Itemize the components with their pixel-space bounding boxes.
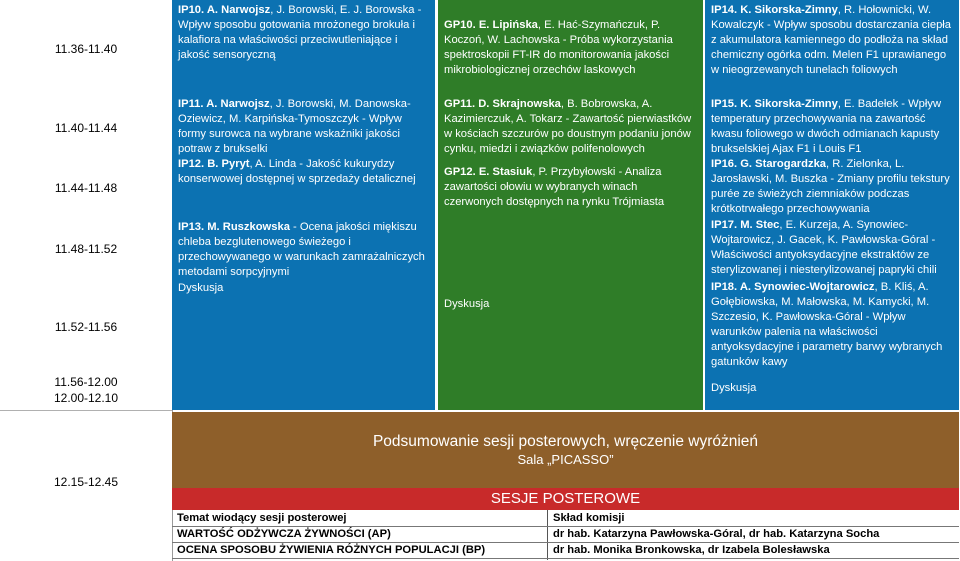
poster-title: , B. Bobrowska, A. Kazimierczuk, A. Tokarz - Zawartość pierwiastków w kościach szczurów po doustnym podaniu jonów cynku, miedzi i związków polifenolowych bbox=[444, 98, 692, 155]
divider bbox=[172, 542, 959, 543]
poster-title: , E. Kurzeja, A. Synowiec-Wojtarowicz, J. Gacek, K. Pawłowska-Góral - Właściwości antyoksydacyjne ekstraktów ze sterylizowanej i niesterylizowanej papryki chili bbox=[711, 219, 937, 276]
topic-name: WARTOŚĆ ODŻYWCZA ŻYWNOŚCI (AP) bbox=[177, 528, 391, 540]
divider bbox=[172, 526, 959, 527]
poster-title: , P. Przybyłowski - Analiza zawartości ołowiu w wybranych winach czerwonych dostępnych na rynku Trójmiasta bbox=[444, 166, 665, 208]
time-slot: 11.48-11.52 bbox=[54, 242, 118, 256]
summary-room: Sala „PICASSO” bbox=[517, 452, 614, 467]
poster-authors: IP13. M. Ruszkowska bbox=[178, 221, 290, 233]
poster-title: - Ocena jakości miękiszu chleba bezglutenowego świeżego i przechowywanego w warunkach zamrażalniczych metodami sorpcyjnymi bbox=[178, 221, 425, 278]
poster-column-ip-1 bbox=[172, 0, 435, 410]
summary-block bbox=[172, 412, 959, 488]
dyskusja-label: Dyskusja bbox=[444, 298, 490, 310]
poster-authors: IP18. A. Synowiec-Wojtarowicz bbox=[711, 281, 875, 293]
committee-header: Skład komisji bbox=[553, 512, 625, 524]
poster-authors: IP14. K. Sikorska-Zimny bbox=[711, 4, 838, 16]
divider bbox=[172, 558, 959, 559]
info-row bbox=[172, 526, 959, 542]
session-banner: SESJE POSTEROWE bbox=[172, 488, 959, 510]
time-slot: 12.15-12.45 bbox=[53, 475, 119, 489]
topic-header: Temat wiodący sesji posterowej bbox=[177, 512, 347, 524]
committee-members: dr hab. Monika Bronkowska, dr Izabela Bolesławska bbox=[553, 544, 830, 556]
poster-title: , E. Badełek - Wpływ temperatury przechowywania na zawartość kwasu foliowego w dwóch odmianach kapusty brukselskiej Ajax F1 i Louis F1 bbox=[711, 98, 942, 155]
committee-members: dr hab. Katarzyna Pawłowska-Góral, dr hab. Katarzyna Socha bbox=[553, 528, 880, 540]
poster-title: , R. Zielonka, L. Jarosławski, M. Buszka - Zmiany profilu tekstury purée ze świeżych ziemniaków podczas krótkotrwałego przechowywania bbox=[711, 158, 950, 215]
poster-entry bbox=[178, 97, 430, 157]
summary-title: Podsumowanie sesji posterowych, wręczenie wyróżnień bbox=[372, 433, 759, 450]
poster-entry bbox=[444, 165, 698, 210]
poster-authors: GP12. E. Stasiuk bbox=[444, 166, 533, 178]
poster-column-gp bbox=[438, 0, 703, 410]
poster-column-ip-2 bbox=[705, 0, 959, 410]
time-slot: 11.56-12.00 bbox=[54, 375, 118, 389]
poster-title: , R. Hołownicki, W. Kowalczyk - Wpływ sposobu dostarczania ciepła z akumulatora kamiennego do podłoża na skład chemiczny ogórka odm. Melen F1 uprawianego w nieogrzewanych tunelach foliowych bbox=[711, 4, 952, 76]
poster-entry bbox=[178, 3, 430, 63]
time-slot: 11.52-11.56 bbox=[54, 320, 118, 334]
poster-authors: IP11. A. Narwojsz bbox=[178, 98, 270, 110]
poster-title: , A. Linda - Jakość kukurydzy konserwowej dostępnej w sprzedaży detalicznej bbox=[178, 158, 416, 185]
table-divider bbox=[547, 510, 548, 560]
time-slot: 11.36-11.40 bbox=[54, 42, 118, 56]
poster-entry bbox=[711, 3, 954, 78]
poster-entry bbox=[711, 157, 954, 217]
poster-authors: IP16. G. Starogardzka bbox=[711, 158, 827, 170]
poster-entry bbox=[711, 280, 954, 370]
divider bbox=[0, 410, 172, 411]
time-column bbox=[0, 0, 173, 561]
poster-title: , B. Kliś, A. Gołębiowska, M. Małowska, M. Kamycki, M. Szczesio, K. Pawłowska-Góral - Wpływ warunków palenia na właściwości antyoksydacyjne i parametry barwy wybranych gatunków kawy bbox=[711, 281, 943, 368]
time-slot: 11.44-11.48 bbox=[54, 181, 118, 195]
poster-entry bbox=[444, 18, 698, 78]
poster-entry bbox=[444, 97, 698, 157]
poster-authors: GP11. D. Skrajnowska bbox=[444, 98, 561, 110]
topic-name: OCENA SPOSOBU ŻYWIENIA RÓŻNYCH POPULACJI (BP) bbox=[177, 544, 486, 556]
poster-entry bbox=[178, 157, 430, 187]
poster-title: , J. Borowski, E. J. Borowska - Wpływ sposobu gotowania mrożonego brokuła i kalafiora na właściwości przeciwutleniające i jakość sensoryczną bbox=[178, 4, 422, 61]
poster-entry bbox=[178, 220, 430, 280]
poster-authors: IP17. M. Stec bbox=[711, 219, 780, 231]
poster-authors: IP15. K. Sikorska-Zimny bbox=[711, 98, 838, 110]
info-row bbox=[172, 542, 959, 558]
time-slot: 11.40-11.44 bbox=[54, 121, 118, 135]
dyskusja-label: Dyskusja bbox=[178, 282, 224, 294]
poster-entry bbox=[711, 97, 954, 157]
info-header-row bbox=[172, 510, 959, 526]
dyskusja-label: Dyskusja bbox=[711, 382, 757, 394]
poster-title: , E. Hać-Szymańczuk, P. Koczoń, W. Lachowska - Próba wykorzystania spektroskopii FT-IR do monitorowania jakości mikrobiologicznej orzechów laskowych bbox=[444, 19, 673, 76]
poster-authors: IP10. A. Narwojsz bbox=[178, 4, 271, 16]
poster-entry bbox=[711, 218, 954, 278]
poster-title: , J. Borowski, M. Danowska-Oziewicz, M. Karpińska-Tymoszczyk - Wpływ formy surowca na wybrane wskaźniki jakości potraw z brukselki bbox=[178, 98, 411, 155]
poster-authors: GP10. E. Lipińska bbox=[444, 19, 538, 31]
time-slot: 12.00-12.10 bbox=[53, 391, 119, 405]
poster-authors: IP12. B. Pyryt bbox=[178, 158, 250, 170]
